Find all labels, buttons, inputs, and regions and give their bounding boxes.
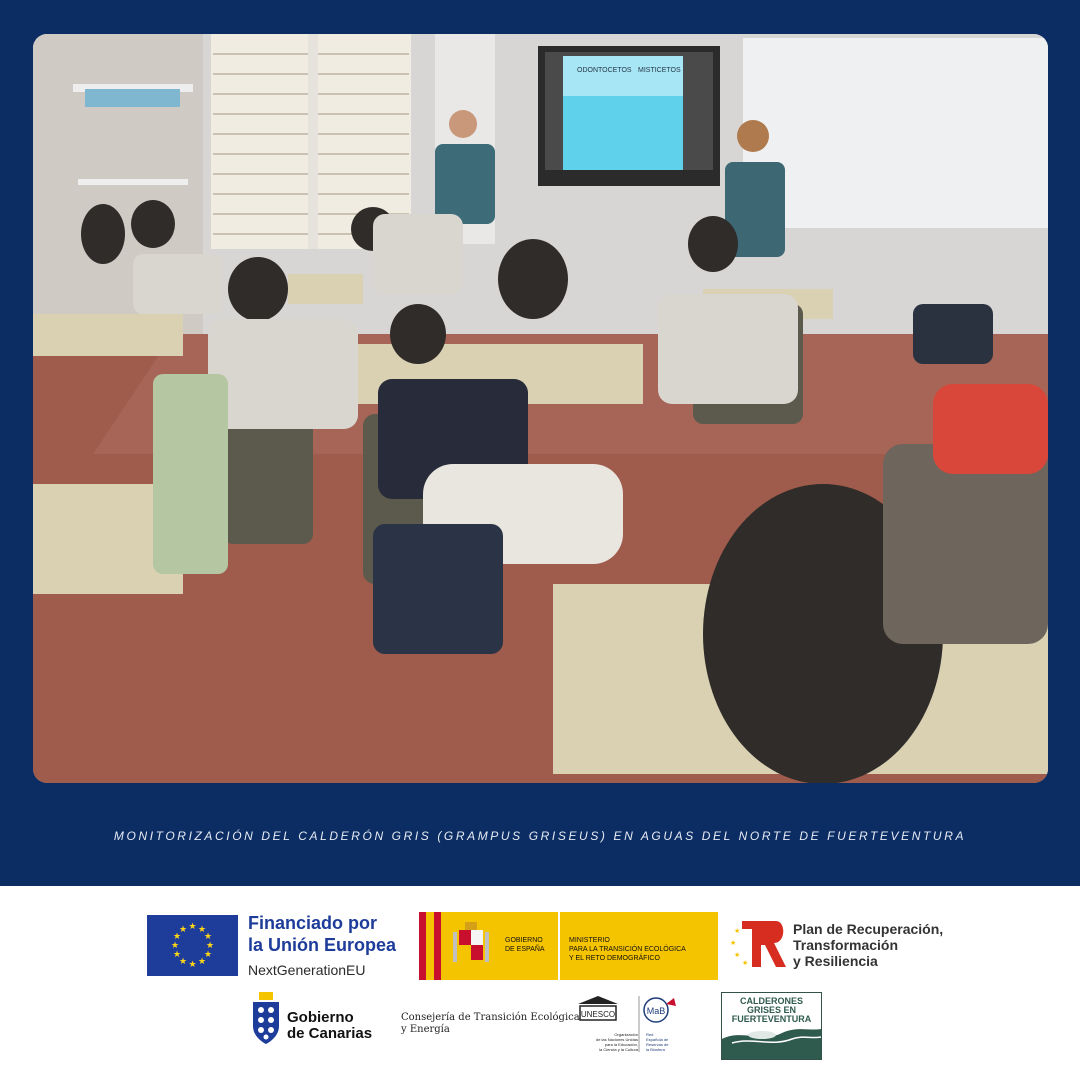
svg-text:UNESCO: UNESCO <box>580 1010 616 1019</box>
svg-text:★: ★ <box>178 956 188 966</box>
svg-text:★: ★ <box>197 956 207 966</box>
gobierno-espana-text: GOBIERNO DE ESPAÑA <box>505 937 545 953</box>
eu-line-1: Financiado por <box>248 913 378 933</box>
svg-text:★: ★ <box>188 959 197 969</box>
eu-flag-icon <box>147 915 238 976</box>
eu-funding-text <box>248 912 396 981</box>
prtr-text: Plan de Recuperación, Transformación y Resiliencia <box>793 921 944 969</box>
svg-text:★: ★ <box>734 928 741 935</box>
svg-text:★: ★ <box>170 940 180 950</box>
calderones-text: CALDERONES GRISES EN FUERTEVENTURA <box>731 996 812 1024</box>
svg-text:★: ★ <box>742 960 749 967</box>
screen-label-right: MISTICETOS <box>638 67 681 74</box>
prtr-logo-icon <box>728 915 788 971</box>
dolphin-wave-icon <box>722 993 821 1059</box>
svg-text:★: ★ <box>197 924 207 934</box>
classroom-photo <box>33 34 1048 783</box>
mab-caption: Red Española de Reservas de la Biosfera <box>646 1032 669 1052</box>
gobierno-espana-logo <box>419 912 718 980</box>
svg-text:★: ★ <box>203 931 213 941</box>
gobierno-canarias-text: Gobierno de Canarias <box>287 1009 373 1042</box>
svg-text:★: ★ <box>172 949 182 959</box>
svg-text:MaB: MaB <box>646 1006 666 1016</box>
screen-label-left: ODONTOCETOS <box>577 67 632 74</box>
ministerio-text: MINISTERIO PARA LA TRANSICIÓN ECOLÓGICA Y EL RETO DEMOGRÁFICO <box>569 937 686 962</box>
classroom-illustration <box>33 34 1048 783</box>
svg-text:★: ★ <box>178 924 188 934</box>
unesco-caption: Organización de las Naciones Unidas para la Educación, la Ciencia y la Cultura <box>595 1032 638 1052</box>
svg-text:★: ★ <box>203 949 213 959</box>
caption: MONITORIZACIÓN DEL CALDERÓN GRIS (GRAMPUS GRISEUS) EN AGUAS DEL NORTE DE FUERTEVENTURA <box>113 829 967 843</box>
svg-text:★: ★ <box>172 931 182 941</box>
eu-line-3: NextGenerationEU <box>248 962 366 978</box>
svg-text:★: ★ <box>205 940 215 950</box>
spain-coat-of-arms-icon <box>451 920 491 972</box>
consejeria-text: Consejería de Transición Ecológica y Energía <box>401 1012 580 1035</box>
eu-line-2: la Unión Europea <box>248 935 397 955</box>
svg-text:★: ★ <box>734 952 741 959</box>
svg-text:★: ★ <box>188 921 197 931</box>
canarias-crest-icon <box>250 990 282 1048</box>
svg-text:★: ★ <box>730 940 737 947</box>
calderones-logo <box>721 992 822 1060</box>
